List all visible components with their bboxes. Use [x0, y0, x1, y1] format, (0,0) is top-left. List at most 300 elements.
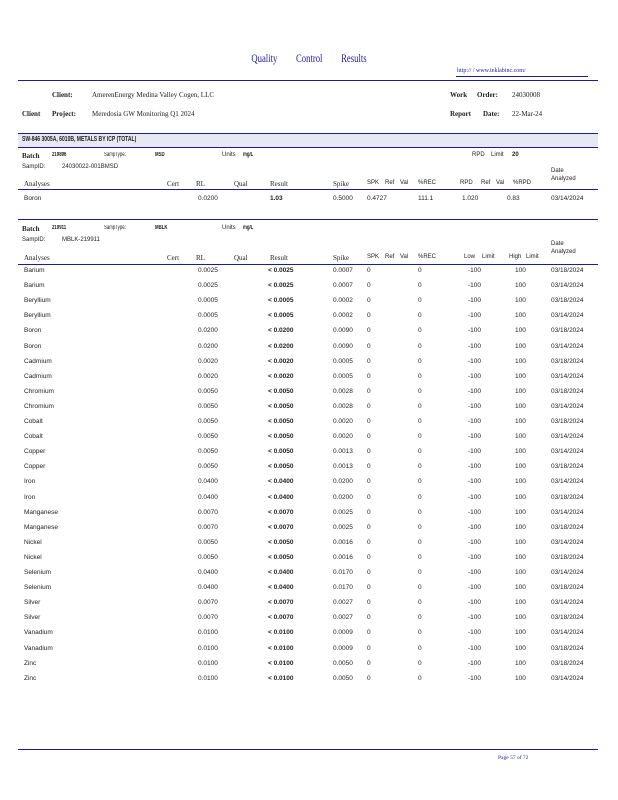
cell-spk-ref: 0 [367, 342, 371, 350]
cell-low-limit: -100 [468, 644, 482, 652]
col-analyzed: Analyzed [551, 176, 576, 182]
cell-rl: 0.0100 [198, 674, 218, 682]
cell-rec: 0 [418, 569, 422, 576]
cell-rl: 0.0400 [198, 493, 218, 501]
cell-analyte: Silver [24, 614, 41, 622]
cell-analyte: Iron [24, 493, 36, 501]
batch-separator [18, 219, 598, 220]
cell-result: < 0.0050 [268, 418, 294, 425]
cell-rl: 0.0050 [198, 463, 218, 471]
col-analyzed: Analyzed [551, 249, 576, 255]
cell-low-limit: -100 [468, 297, 482, 305]
col-spike: Spike [333, 254, 349, 262]
cell-analyte: Nickel [24, 553, 42, 561]
cell-rl: 0.0070 [198, 508, 218, 516]
cell-date: 03/18/2024 [551, 659, 584, 667]
cell-date: 03/18/2024 [551, 418, 584, 425]
cell-rec: 0 [418, 599, 422, 607]
cell-high-limit: 100 [515, 312, 526, 320]
cell-date: 03/14/2024 [551, 629, 584, 637]
cell-spk-ref: 0 [367, 614, 371, 622]
cell-date: 03/14/2024 [551, 448, 584, 456]
cell-result: < 0.0200 [268, 327, 294, 335]
cell-rec: 0 [418, 342, 422, 350]
col-qual: Qual [234, 180, 248, 188]
cell-spike: 0.0050 [333, 674, 353, 682]
col-analyses: Analyses [24, 180, 50, 188]
work-order-value: 24030008 [512, 91, 540, 99]
cell-rec: 0 [418, 659, 422, 667]
cell-rl: 0.0400 [198, 478, 218, 486]
cell-rl: 0.0020 [198, 357, 218, 365]
table-row [0, 614, 618, 626]
cell-date: 03/14/2024 [551, 195, 584, 202]
cell-high-limit: 100 [515, 629, 526, 637]
cell-high-limit: 100 [515, 433, 526, 441]
col-cert: Cert [167, 180, 180, 188]
cell-low-limit: -100 [468, 372, 482, 380]
col-analyses: Analyses [24, 254, 50, 262]
cell-spike: 0.0002 [333, 312, 353, 320]
cell-analyte: Vanadium [24, 629, 53, 637]
cell-result: < 0.0400 [268, 569, 294, 576]
cell-spk-ref: 0.4727 [367, 195, 387, 202]
cell-rec: 0 [418, 312, 422, 320]
cell-rec: 0 [418, 448, 422, 456]
cell-rpd: 0.83 [507, 195, 520, 202]
cell-spike: 0.0007 [333, 282, 353, 290]
cell-analyte: Silver [24, 599, 41, 607]
cell-spk-ref: 0 [367, 418, 371, 425]
cell-rec: 0 [418, 523, 422, 531]
report-date-label-1: Report [450, 110, 471, 118]
cell-high-limit: 100 [515, 327, 526, 335]
cell-spk-ref: 0 [367, 448, 371, 456]
cell-analyte: Beryllium [24, 312, 51, 320]
cell-result: 1.03 [270, 195, 283, 202]
table-row [0, 358, 618, 370]
cell-result: < 0.0400 [268, 478, 294, 486]
table-row [0, 569, 618, 581]
cell-low-limit: -100 [468, 508, 482, 516]
cell-spike: 0.0016 [333, 553, 353, 561]
table-row [0, 463, 618, 475]
cell-high-limit: 100 [515, 463, 526, 471]
cell-spk-ref: 0 [367, 402, 371, 410]
client-project-label-2: Project: [52, 110, 76, 118]
cell-analyte: Barium [24, 267, 45, 274]
cell-date: 03/18/2024 [551, 463, 584, 471]
cell-high-limit: 100 [515, 282, 526, 290]
col-qual: Qual [234, 254, 248, 262]
cell-high-limit: 100 [515, 538, 526, 546]
cell-spike: 0.0025 [333, 508, 353, 516]
cell-rl: 0.0005 [198, 312, 218, 320]
cell-analyte: Boron [24, 342, 42, 350]
cell-rec: 0 [418, 357, 422, 365]
cell-spk-ref: 0 [367, 387, 371, 395]
cell-rec: 0 [418, 463, 422, 471]
col-spike: Spike [333, 180, 349, 188]
client-label: Client: [52, 91, 73, 99]
table-row [0, 539, 618, 551]
cell-analyte: Zinc [24, 674, 37, 682]
cell-spike: 0.0009 [333, 644, 353, 652]
batch2-sampid-label: SampID: [22, 237, 46, 243]
cell-date: 03/18/2024 [551, 644, 584, 652]
cell-analyte: Chromium [24, 387, 54, 395]
cell-low-limit: -100 [468, 418, 482, 425]
cell-low-limit: -100 [468, 493, 482, 501]
cell-rl: 0.0200 [198, 195, 218, 202]
cell-spike: 0.5000 [333, 195, 353, 202]
cell-analyte: Manganese [24, 523, 58, 531]
cell-spike: 0.0200 [333, 493, 353, 501]
table-row [0, 584, 618, 596]
table-row [0, 297, 618, 309]
table-row [0, 282, 618, 294]
cell-spk-ref: 0 [367, 569, 371, 576]
cell-result: < 0.0070 [268, 508, 294, 516]
col-rpd-val: Val [496, 180, 505, 186]
cell-rl: 0.0400 [198, 584, 218, 592]
batch2-column-headers [0, 241, 618, 263]
cell-rec: 0 [418, 629, 422, 637]
cell-rl: 0.0100 [198, 644, 218, 652]
cell-result: < 0.0005 [268, 297, 294, 305]
cell-rl: 0.0025 [198, 267, 218, 274]
client-project-label-1: Client [22, 110, 41, 118]
cell-rec: 0 [418, 327, 422, 335]
col-spk-val: Val [400, 254, 409, 260]
cell-date: 03/14/2024 [551, 312, 584, 320]
cell-high-limit: 100 [515, 553, 526, 561]
cell-rl: 0.0100 [198, 659, 218, 667]
table-row [0, 629, 618, 641]
batch2-samptype-value: MBLK [155, 225, 168, 231]
cell-rl: 0.0050 [198, 387, 218, 395]
cell-result: < 0.0020 [268, 372, 294, 380]
cell-rpd-ref: 1.020 [462, 195, 479, 202]
cell-rl: 0.0070 [198, 614, 218, 622]
col-high: High [509, 254, 522, 260]
cell-high-limit: 100 [515, 584, 526, 592]
table-row [0, 267, 618, 279]
url-link[interactable]: http:// / www.teklabinc.com/ [457, 68, 526, 74]
cell-low-limit: -100 [468, 538, 482, 546]
cell-spk-ref: 0 [367, 463, 371, 471]
table-row [0, 312, 618, 324]
cell-rl: 0.0005 [198, 297, 218, 305]
cell-rl: 0.0050 [198, 448, 218, 456]
cell-analyte: Cadmium [24, 372, 52, 380]
cell-rec: 0 [418, 674, 422, 682]
cell-spk-ref: 0 [367, 282, 371, 290]
cell-high-limit: 100 [515, 448, 526, 456]
cell-date: 03/14/2024 [551, 538, 584, 546]
cell-date: 03/18/2024 [551, 584, 584, 592]
top-rule [18, 80, 598, 81]
cell-high-limit: 100 [515, 523, 526, 531]
cell-result: < 0.0100 [268, 674, 294, 682]
footer-rule [18, 749, 598, 750]
cell-rl: 0.0020 [198, 372, 218, 380]
batch2-units-value: mg/L [243, 225, 254, 231]
table-row [0, 478, 618, 490]
cell-spike: 0.0200 [333, 478, 353, 486]
cell-rec: 0 [418, 387, 422, 395]
cell-high-limit: 100 [515, 508, 526, 516]
cell-date: 03/14/2024 [551, 402, 584, 410]
table-row [0, 660, 618, 672]
col-rec: %REC [418, 180, 437, 186]
work-order-label-2: Order: [477, 91, 498, 99]
cell-spk-ref: 0 [367, 644, 371, 652]
batch1-sampid-value: 24030022-001BMSD [62, 164, 119, 170]
cell-rl: 0.0070 [198, 599, 218, 607]
cell-spike: 0.0007 [333, 267, 353, 274]
cell-date: 03/14/2024 [551, 508, 584, 516]
batch1-sampid-label: SampID: [22, 164, 46, 170]
cell-result: < 0.0070 [268, 614, 294, 622]
col-spk-ref: Ref [385, 254, 395, 260]
cell-spk-ref: 0 [367, 433, 371, 441]
cell-date: 03/14/2024 [551, 599, 584, 607]
col-low: Low [464, 254, 476, 260]
cell-date: 03/18/2024 [551, 267, 584, 274]
cell-rec: 0 [418, 433, 422, 441]
cell-low-limit: -100 [468, 553, 482, 561]
cell-spike: 0.0020 [333, 433, 353, 441]
cell-result: < 0.0100 [268, 629, 294, 637]
cell-spk-ref: 0 [367, 553, 371, 561]
col-spk: SPK [367, 180, 380, 186]
cell-result: < 0.0050 [268, 402, 294, 410]
cell-high-limit: 100 [515, 342, 526, 350]
cell-analyte: Selenium [24, 569, 52, 576]
cell-rec: 0 [418, 493, 422, 501]
cell-rec: 0 [418, 614, 422, 622]
cell-analyte: Cobalt [24, 418, 43, 425]
cell-result: < 0.0050 [268, 387, 294, 395]
batch2-value: 219911 [52, 225, 67, 231]
cell-low-limit: -100 [468, 674, 482, 682]
col-high-limit: Limit [526, 254, 539, 260]
cell-spike: 0.0013 [333, 463, 353, 471]
report-date-value: 22-Mar-24 [512, 110, 543, 118]
cell-rl: 0.0100 [198, 629, 218, 637]
title-word-control: Control [296, 51, 323, 65]
cell-date: 03/18/2024 [551, 327, 584, 335]
table-row [0, 509, 618, 521]
page-number: Page 57 of 72 [498, 755, 529, 761]
cell-rl: 0.0050 [198, 553, 218, 561]
cell-date: 03/14/2024 [551, 433, 584, 441]
cell-result: < 0.0050 [268, 553, 294, 561]
cell-date: 03/14/2024 [551, 372, 584, 380]
cell-date: 03/14/2024 [551, 674, 584, 682]
cell-rec: 0 [418, 297, 422, 305]
cell-spk-ref: 0 [367, 629, 371, 637]
cell-low-limit: -100 [468, 402, 482, 410]
cell-high-limit: 100 [515, 267, 526, 274]
url-underline [456, 76, 588, 77]
col-rpd-ref: Ref [481, 180, 491, 186]
batch2-header-rule [18, 264, 598, 265]
section-title: SW-846 3005A, 6010B, METALS BY ICP (TOTAL) [22, 136, 137, 143]
cell-low-limit: -100 [468, 569, 482, 576]
cell-analyte: Boron [24, 327, 42, 335]
cell-result: < 0.0050 [268, 463, 294, 471]
cell-analyte: Cadmium [24, 357, 52, 365]
cell-high-limit: 100 [515, 478, 526, 486]
cell-rl: 0.0200 [198, 342, 218, 350]
batch2-units-label: Units [222, 225, 236, 231]
cell-spk-ref: 0 [367, 267, 371, 274]
cell-rl: 0.0025 [198, 282, 218, 290]
cell-spike: 0.0170 [333, 584, 353, 592]
cell-low-limit: -100 [468, 523, 482, 531]
cell-date: 03/14/2024 [551, 478, 584, 486]
col-rl: RL [196, 180, 205, 188]
batch1-limit-label: Limit [491, 152, 504, 158]
cell-rec: 111.1 [418, 195, 434, 202]
cell-low-limit: -100 [468, 448, 482, 456]
report-date-label-2: Date: [483, 110, 500, 118]
cell-rec: 0 [418, 478, 422, 486]
cell-rl: 0.0200 [198, 327, 218, 335]
cell-low-limit: -100 [468, 327, 482, 335]
cell-result: < 0.0400 [268, 493, 294, 501]
cell-spk-ref: 0 [367, 357, 371, 365]
cell-low-limit: -100 [468, 357, 482, 365]
cell-analyte: Chromium [24, 402, 54, 410]
table-row [0, 195, 618, 207]
cell-date: 03/18/2024 [551, 493, 584, 501]
cell-low-limit: -100 [468, 387, 482, 395]
cell-result: < 0.0025 [268, 282, 294, 290]
cell-low-limit: -100 [468, 312, 482, 320]
cell-date: 03/14/2024 [551, 282, 584, 290]
cell-rec: 0 [418, 402, 422, 410]
cell-low-limit: -100 [468, 614, 482, 622]
cell-result: < 0.0005 [268, 312, 294, 320]
cell-high-limit: 100 [515, 297, 526, 305]
table-row [0, 554, 618, 566]
cell-analyte: Zinc [24, 659, 37, 667]
cell-high-limit: 100 [515, 357, 526, 365]
cell-result: < 0.0050 [268, 433, 294, 441]
cell-spike: 0.0016 [333, 538, 353, 546]
cell-result: < 0.0100 [268, 659, 294, 667]
cell-analyte: Vanadium [24, 644, 53, 652]
cell-high-limit: 100 [515, 599, 526, 607]
cell-analyte: Selenium [24, 584, 52, 592]
col-spk-val: Val [400, 180, 409, 186]
cell-spike: 0.0005 [333, 357, 353, 365]
cell-spk-ref: 0 [367, 523, 371, 531]
cell-low-limit: -100 [468, 267, 482, 274]
cell-analyte: Copper [24, 448, 46, 456]
col-rpd: RPD [460, 180, 473, 186]
cell-date: 03/14/2024 [551, 342, 584, 350]
cell-result: < 0.0100 [268, 644, 294, 652]
cell-rec: 0 [418, 282, 422, 290]
cell-spike: 0.0028 [333, 387, 353, 395]
cell-spike: 0.0005 [333, 372, 353, 380]
cell-high-limit: 100 [515, 614, 526, 622]
cell-spk-ref: 0 [367, 584, 371, 592]
cell-spike: 0.0020 [333, 418, 353, 425]
cell-spike: 0.0170 [333, 569, 353, 576]
cell-high-limit: 100 [515, 493, 526, 501]
col-result: Result [270, 254, 288, 262]
cell-low-limit: -100 [468, 463, 482, 471]
batch1-samptype-value: MSD [155, 152, 165, 158]
cell-result: < 0.0400 [268, 584, 294, 592]
cell-rec: 0 [418, 644, 422, 652]
cell-high-limit: 100 [515, 402, 526, 410]
cell-rec: 0 [418, 418, 422, 425]
table-row [0, 373, 618, 385]
batch1-value: 219896 [52, 152, 67, 158]
cell-high-limit: 100 [515, 569, 526, 576]
col-low-limit: Limit [482, 254, 495, 260]
cell-analyte: Boron [24, 195, 42, 202]
cell-result: < 0.0200 [268, 342, 294, 350]
table-row [0, 524, 618, 536]
col-date: Date [551, 168, 564, 174]
cell-high-limit: 100 [515, 372, 526, 380]
table-row [0, 418, 618, 430]
cell-low-limit: -100 [468, 282, 482, 290]
cell-rl: 0.0070 [198, 523, 218, 531]
cell-date: 03/18/2024 [551, 614, 584, 622]
col-cert: Cert [167, 254, 180, 262]
report-title [0, 51, 618, 66]
table-row [0, 675, 618, 687]
batch1-units-value: mg/L [243, 152, 254, 158]
cell-low-limit: -100 [468, 433, 482, 441]
cell-analyte: Beryllium [24, 297, 51, 305]
cell-result: < 0.0070 [268, 523, 294, 531]
table-row [0, 403, 618, 415]
cell-rec: 0 [418, 553, 422, 561]
table-row [0, 599, 618, 611]
cell-spike: 0.0002 [333, 297, 353, 305]
client-value: AmerenEnergy Medina Valley Cogen, LLC [92, 91, 215, 99]
title-word-results: Results [341, 51, 367, 65]
cell-spike: 0.0027 [333, 614, 353, 622]
cell-date: 03/18/2024 [551, 387, 584, 395]
table-row [0, 327, 618, 339]
cell-high-limit: 100 [515, 387, 526, 395]
batch2-label: Batch [22, 225, 40, 233]
cell-spike: 0.0050 [333, 659, 353, 667]
cell-high-limit: 100 [515, 659, 526, 667]
cell-rl: 0.0050 [198, 538, 218, 546]
cell-spike: 0.0025 [333, 523, 353, 531]
cell-analyte: Iron [24, 478, 36, 486]
cell-rl: 0.0050 [198, 402, 218, 410]
table-row [0, 494, 618, 506]
cell-low-limit: -100 [468, 584, 482, 592]
table-row [0, 433, 618, 445]
cell-rl: 0.0050 [198, 418, 218, 425]
batch1-label: Batch [22, 152, 40, 160]
col-spk: SPK [367, 254, 380, 260]
cell-high-limit: 100 [515, 674, 526, 682]
